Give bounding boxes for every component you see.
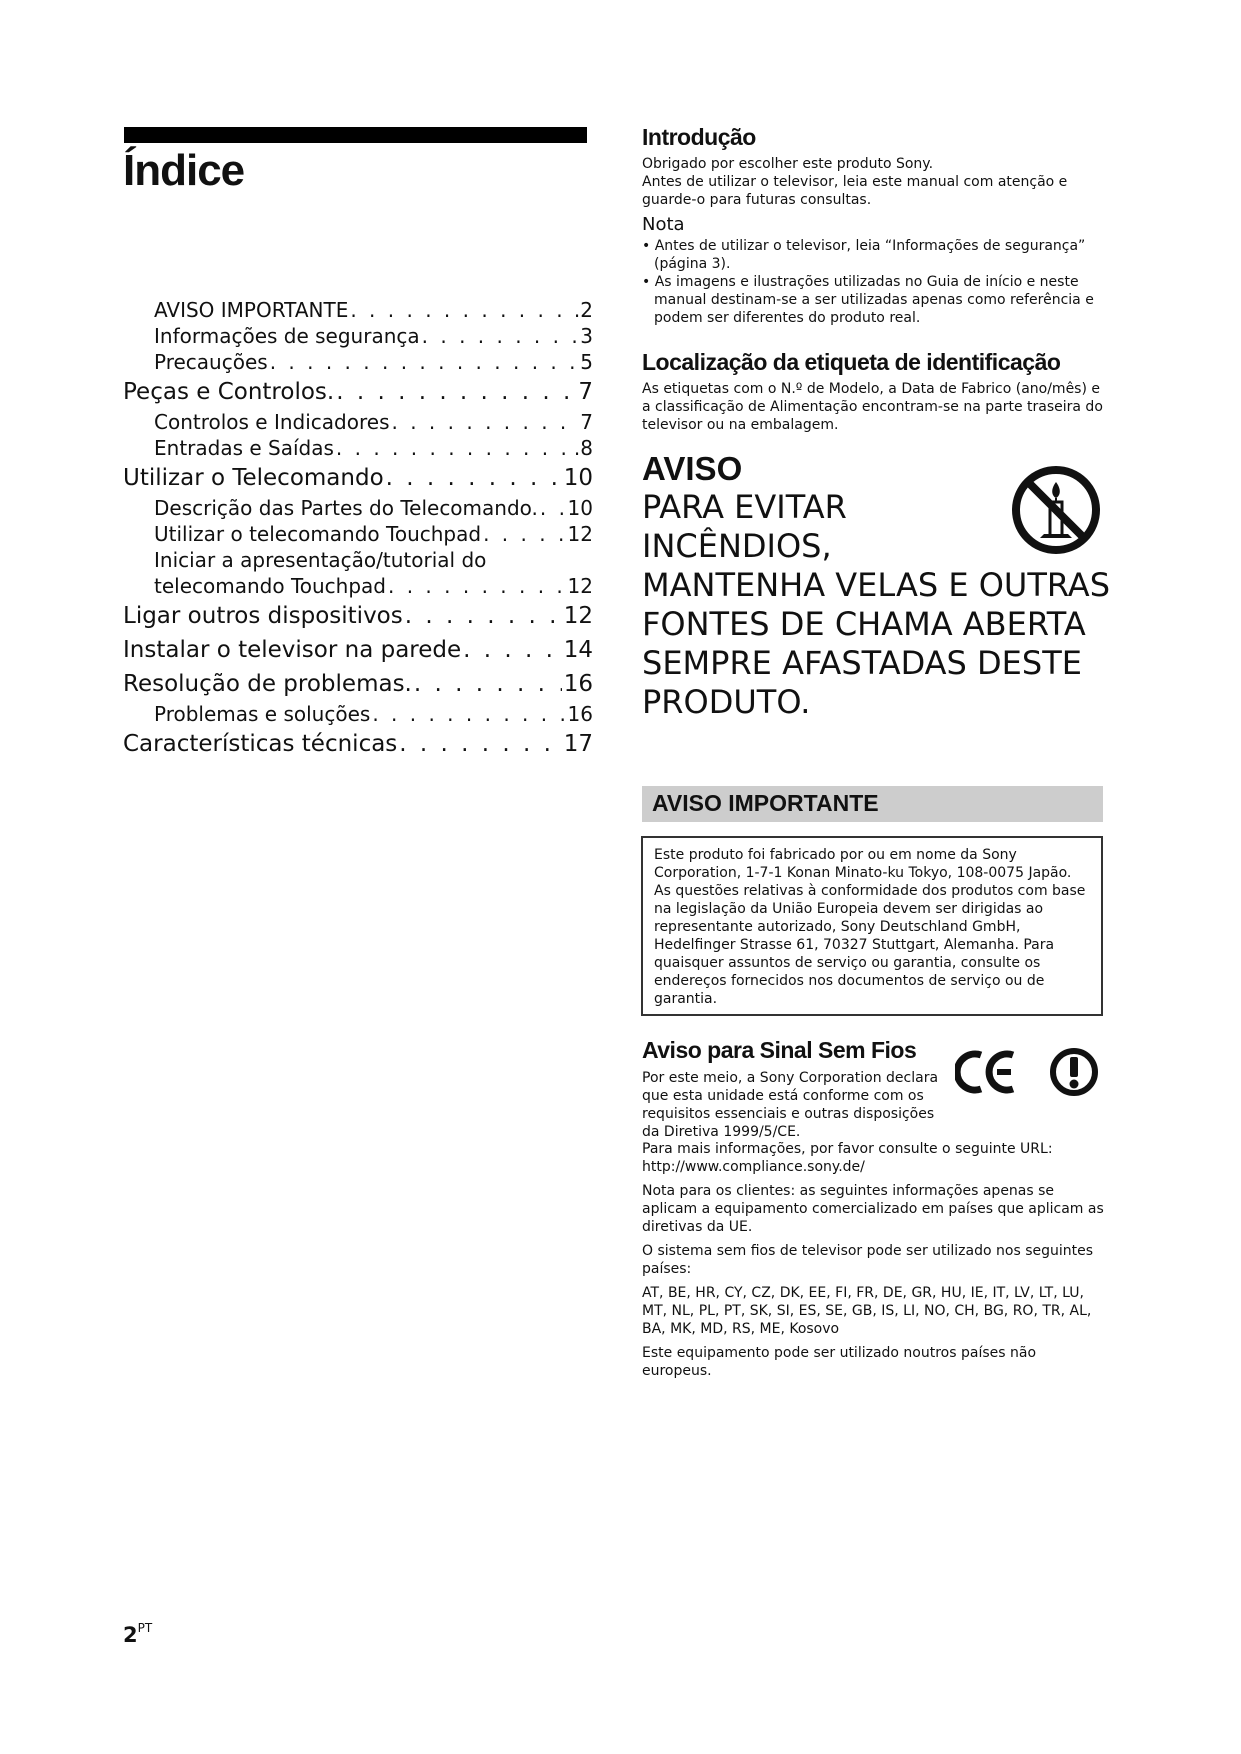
toc-entry[interactable] — [123, 324, 593, 350]
toc-entry-label: Peças e Controlos. — [123, 379, 335, 405]
wireless-p6: Este equipamento pode ser utilizado noutros países não europeus. — [642, 1345, 1037, 1379]
toc-entry[interactable] — [123, 637, 593, 668]
toc-entry[interactable] — [123, 436, 593, 462]
wireless-p3: Nota para os clientes: as seguintes informações apenas se aplicam a equipamento comercializado em países que aplicam as diretivas da UE. — [642, 1183, 1104, 1235]
toc-entry-label: Precauções — [154, 350, 268, 374]
toc-entry-label: Características técnicas — [123, 731, 398, 757]
intro-p2: Antes de utilizar o televisor, leia este manual com atenção e guarde-o para futuras consultas. — [642, 174, 1068, 208]
toc-entry-page: .8 — [573, 436, 593, 460]
toc-entry-label: Problemas e soluções — [154, 702, 371, 726]
intro-section — [642, 124, 1106, 327]
toc-entry[interactable] — [123, 603, 593, 634]
label-location-section — [642, 349, 1106, 434]
toc-leader-dots — [372, 702, 565, 726]
list-item: • As imagens e ilustrações utilizadas no Guia de início e neste manual destinam-se a ser utilizadas apenas como referência e podem ser diferentes do produto real. — [642, 273, 1106, 327]
toc-entry-page: 16 — [567, 702, 593, 726]
wireless-p2: Para mais informações, por favor consulte o seguinte URL: http://www.compliance.sony.de/ — [642, 1141, 1053, 1175]
toc-entry-label: Descrição das Partes do Telecomando. — [154, 496, 538, 520]
important-header — [642, 786, 1103, 822]
toc-entry-label: Entradas e Saídas — [154, 436, 334, 460]
warning-line: SEMPRE AFASTADAS DESTE — [642, 644, 1082, 682]
toc-entry-page: 7 — [580, 410, 593, 434]
note-title: Nota — [642, 214, 685, 235]
page-number: $2^{PT}$ — [123, 1621, 153, 1647]
toc-entry-page: 3 — [580, 324, 593, 348]
toc-entry-label: Instalar o televisor na parede — [123, 637, 462, 663]
toc-entry-page: 10 — [563, 465, 593, 491]
intro-p1: Obrigado por escolher este produto Sony. — [642, 156, 934, 172]
toc-entry[interactable] — [123, 671, 593, 702]
toc-entry-page: 10 — [567, 496, 593, 520]
note-list — [642, 237, 1106, 327]
page-title: Índice — [123, 146, 245, 195]
important-title: AVISO IMPORTANTE — [652, 790, 879, 816]
toc-entry-label: Informações de segurança — [154, 324, 420, 348]
toc-leader-dots — [388, 574, 566, 598]
toc-entry-page: 12 — [567, 574, 593, 598]
toc-entry[interactable] — [123, 465, 593, 496]
toc-entry[interactable] — [123, 496, 593, 522]
toc-entry-page: 14 — [563, 637, 593, 663]
warning-line: PRODUTO. — [642, 683, 811, 721]
warning-line: INCÊNDIOS, — [642, 527, 832, 565]
ce-mark-icon — [955, 1047, 1017, 1097]
toc-leader-dots — [350, 298, 572, 322]
alert-class2-icon — [1049, 1047, 1099, 1097]
toc-leader-dots — [422, 324, 579, 348]
toc-leader-dots — [463, 637, 562, 663]
toc-entry[interactable] — [123, 702, 593, 728]
table-of-contents — [123, 298, 593, 762]
important-text: Este produto foi fabricado por ou em nome da Sony Corporation, 1-7-1 Konan Minato-ku Tokyo, 108-0075 Japão. As questões relativas à conformidade dos produtos com base na legislação da União Europeia devem ser dirigidas ao representante autorizado, Sony Deutschland GmbH, Hedelfinger Strasse 61, 70327 Stuttgart, Alemanha. Para quaisquer assuntos de serviço ou garantia, consulte os endereços fornecidos nos documentos de serviço ou de garantia. — [654, 847, 1086, 1007]
toc-entry-label: Utilizar o telecomando Touchpad — [154, 522, 482, 546]
wireless-section-head — [642, 1037, 942, 1141]
toc-entry-page: 16 — [563, 671, 593, 697]
toc-entry[interactable] — [123, 574, 593, 600]
warning-title: AVISO — [642, 450, 743, 487]
toc-entry-label: AVISO IMPORTANTE — [154, 298, 349, 322]
toc-entry-page: 7 — [578, 379, 593, 405]
toc-leader-dots — [336, 436, 572, 460]
warning-line: FONTES DE CHAMA ABERTA — [642, 605, 1086, 643]
toc-entry-page: 12 — [563, 603, 593, 629]
toc-leader-dots — [270, 350, 579, 374]
toc-entry-label: telecomando Touchpad — [154, 574, 386, 598]
wireless-p4: O sistema sem fios de televisor pode ser utilizado nos seguintes países: — [642, 1243, 1094, 1277]
toc-entry-page: 17 — [563, 731, 593, 757]
toc-entry-page: .2 — [573, 298, 593, 322]
toc-entry-label: Resolução de problemas. — [123, 671, 412, 697]
wireless-title: Aviso para Sinal Sem Fios — [642, 1037, 917, 1063]
toc-entry-label: Ligar outros dispositivos — [123, 603, 403, 629]
toc-entry-label: Utilizar o Telecomando — [123, 465, 384, 491]
warning-line: MANTENHA VELAS E OUTRAS — [642, 566, 1110, 604]
toc-entry[interactable] — [123, 731, 593, 762]
toc-leader-dots — [399, 731, 561, 757]
toc-entry[interactable] — [123, 298, 593, 324]
important-box — [641, 836, 1103, 1016]
toc-leader-dots — [540, 496, 566, 520]
toc-entry[interactable] — [123, 522, 593, 548]
toc-entry-page: 5 — [580, 350, 593, 374]
intro-title: Introdução — [642, 124, 756, 150]
title-rule — [124, 127, 587, 143]
label-location-title: Localização da etiqueta de identificação — [642, 349, 1061, 375]
toc-entry[interactable] — [123, 350, 593, 376]
toc-leader-dots — [483, 522, 565, 546]
toc-entry[interactable] — [123, 410, 593, 436]
list-item: • Antes de utilizar o televisor, leia “Informações de segurança” (página 3). — [642, 237, 1106, 273]
toc-leader-dots — [392, 410, 579, 434]
toc-entry-label-line: Iniciar a apresentação/tutorial do — [154, 548, 487, 572]
toc-leader-dots — [414, 671, 562, 697]
label-location-text: As etiquetas com o N.º de Modelo, a Data de Fabrico (ano/mês) e a classificação de Alimentação encontram-se na parte traseira do televisor ou na embalagem. — [642, 381, 1103, 433]
warning-line: PARA EVITAR — [642, 488, 847, 526]
toc-leader-dots — [386, 465, 562, 491]
toc-entry[interactable] — [123, 379, 593, 410]
toc-leader-dots — [336, 379, 576, 405]
toc-leader-dots — [405, 603, 562, 629]
no-open-flame-icon — [1010, 464, 1102, 556]
wireless-p5: AT, BE, HR, CY, CZ, DK, EE, FI, FR, DE, GR, HU, IE, IT, LV, LT, LU, MT, NL, PL, PT, SK, SI, ES, SE, GB, IS, LI, NO, CH, BG, RO, TR, AL, BA, MK, MD, RS, ME, Kosovo — [642, 1285, 1092, 1337]
wireless-p1: Por este meio, a Sony Corporation declara que esta unidade está conforme com os requisitos essenciais e outras disposições da Diretiva 1999/5/CE. — [642, 1070, 939, 1140]
toc-entry-page: 12 — [567, 522, 593, 546]
wireless-section-body — [642, 1140, 1106, 1380]
toc-entry-label: Controlos e Indicadores — [154, 410, 390, 434]
